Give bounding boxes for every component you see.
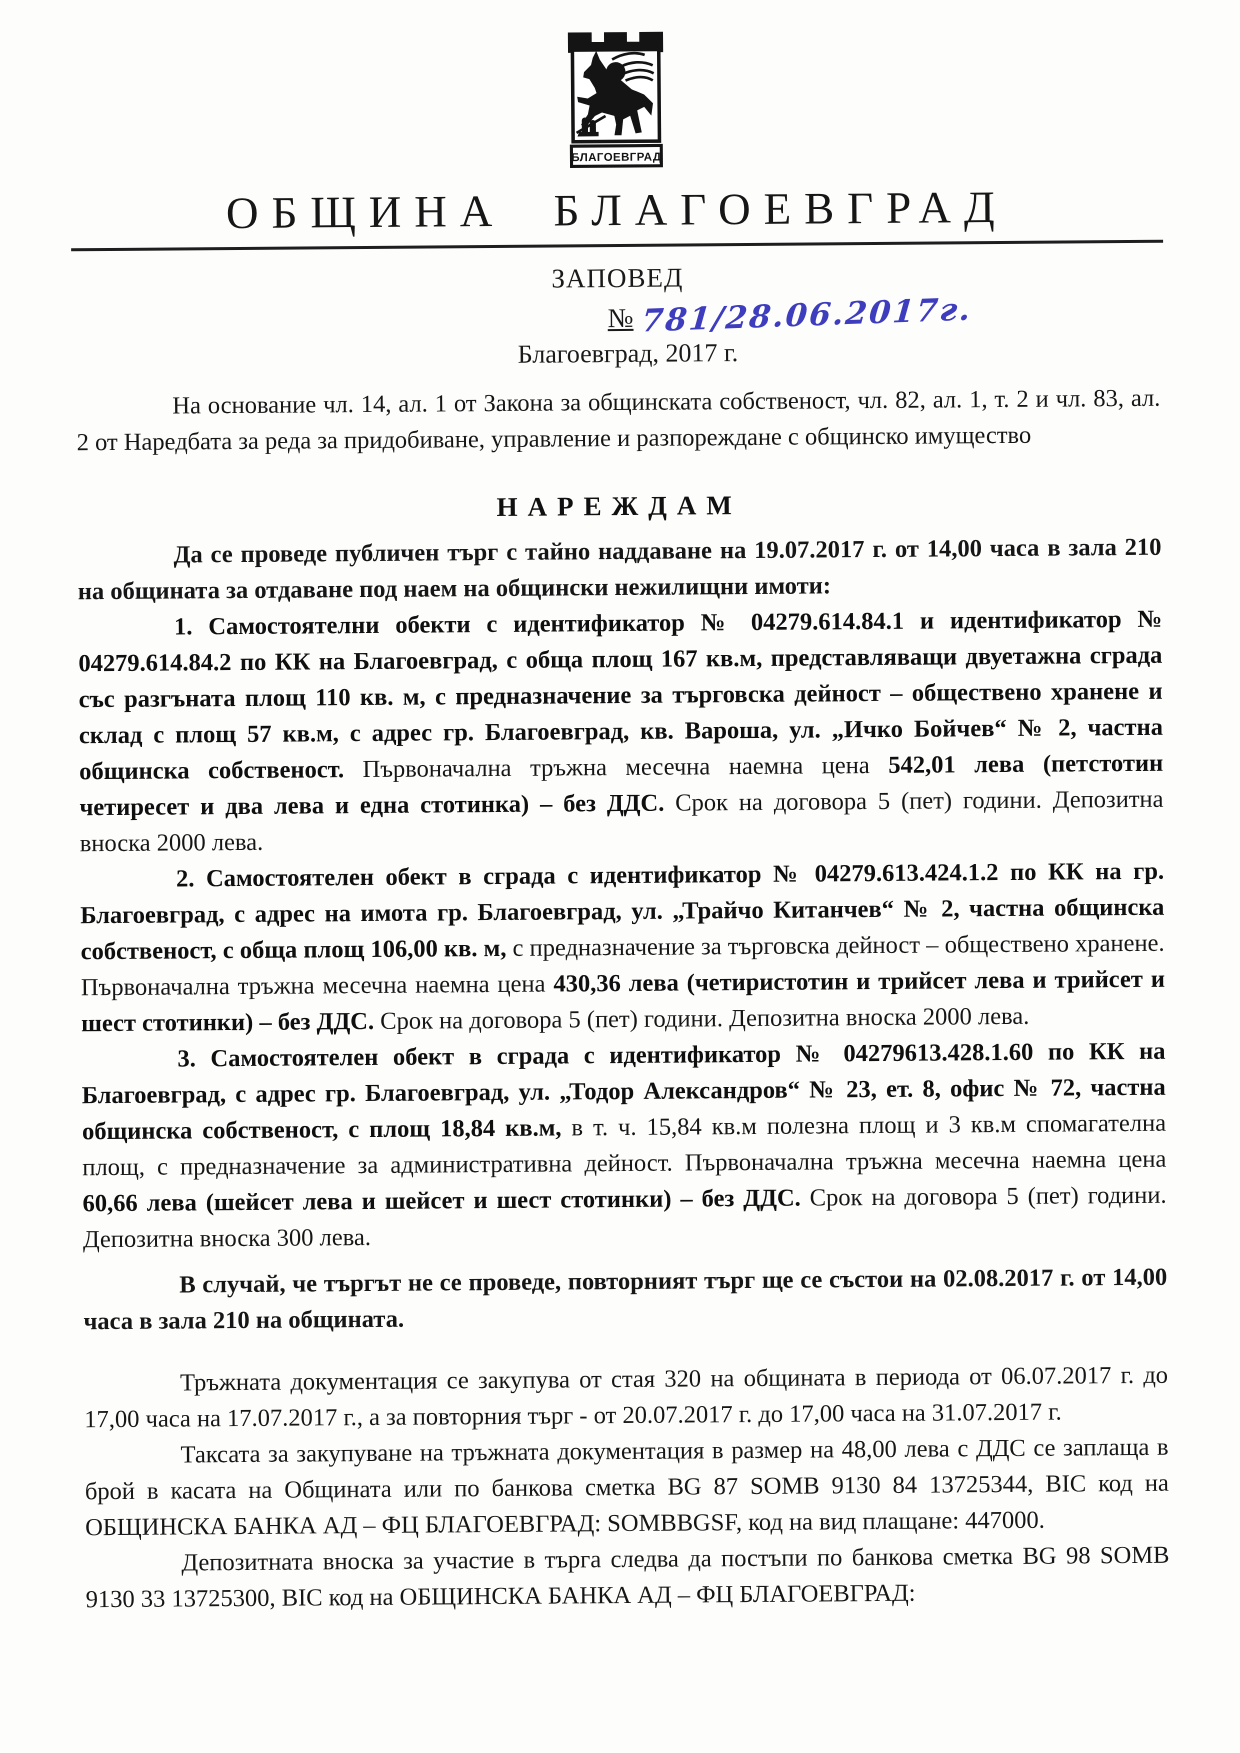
municipality-title: ОБЩИНА БЛАГОЕВГРАД xyxy=(225,181,1008,239)
repeat-auction-paragraph: В случай, че търгът не се проведе, повторният търг ще се състои на 02.08.2017 г. от 14,00 часа в зала 210 на общината. xyxy=(83,1263,1168,1336)
deposit-paragraph: Депозитната вноска за участие в търга следва да постъпи по банкова сметка BG 98 SOMB 9130 33 13725300, BIC код на ОБЩИНСКА БАНКА АД – ФЦ БЛАГОЕВГРАД: xyxy=(85,1541,1170,1614)
auction-item-2: 2. Самостоятелен обект в сграда с идентификатор № 04279.613.424.1.2 по КК на гр. Благоевград, с адрес на имота гр. Благоевград, ул. „Трайчо Китанчев“ № 2, частна общинска собственост, с обща площ 106,00 кв. м, с предназначение за търговска дейност – обществено хранене. Първоначална тръжна месечна наемна цена 430,36 лева (четиристотин и трийсет лева и трийсет и шест стотинки) – без ДДС. Срок на договора 5 (пет) години. Депозитна вноска 2000 лева. xyxy=(80,857,1165,1038)
blagoevgrad-coat-of-arms-icon xyxy=(553,26,678,175)
legal-basis-paragraph: На основание чл. 14, ал. 1 от Закона за общинската собственост, чл. 82, ал. 1, т. 2 и чл. 83, ал. 2 от Наредбата за реда за придобиване, управление и разпореждане с общинско имущество xyxy=(76,384,1161,457)
auction-item-1: 1. Самостоятелни обекти с идентификатор № 04279.614.84.1 и идентификатор № 04279.614.84.2 по КК на Благоевград, с обща площ 167 кв.м, представляващи двуетажна сграда със разгъната площ 110 кв. м, с предназначение за търговска дейност – обществено хранене и склад с площ 57 кв.м, с адрес гр. Благоевград, кв. Вароша, ул. „Ичко Бойчев“ № 2, частна общинска собственост. Първоначална тръжна месечна наемна цена 542,01 лева (петстотин четиресет и два лева и една стотинка) – без ДДС. Срок на договора 5 (пет) години. Депозитна вноска 2000 лева. xyxy=(78,605,1164,858)
documentation-paragraph: Тръжната документация се закупува от стая 320 на общината в периода от 06.07.2017 г. до 17,00 часа на 17.07.2017 г., а за повторния търг - от 20.07.2017 г. до 17,00 часа на 31.07.2017 г. xyxy=(84,1361,1169,1434)
auction-announcement-paragraph: Да се проведе публичен търг с тайно наддаване на 19.07.2017 г. от 14,00 часа в зала 210 на общината за отдаване под наем на общински нежилищни имоти: xyxy=(77,533,1162,606)
auction-item-3: 3. Самостоятелен обект в сграда с идентификатор № 04279613.428.1.60 по КК на Благоевград, с адрес гр. Благоевград, ул. „Тодор Александров“ № 23, ет. 8, офис № 72, частна общинска собственост, с площ 18,84 кв.м, в т. ч. 15,84 кв.м полезна площ и 3 кв.м спомагателна площ, с предназначение за административна дейност. Първоначална тръжна месечна наемна цена 60,66 лева (шейсет лева и шейсет и шест стотинки) – без ДДС. Срок на договора 5 (пет) години. Депозитна вноска 300 лева. xyxy=(81,1037,1167,1254)
fee-paragraph: Таксата за закупуване на тръжната документация в размер на 48,00 лева с ДДС се заплаща в брой в касата на Общината или по банкова сметка BG 87 SOMB 9130 84 13725344, BIC код на ОБЩИНСКА БАНКА АД – ФЦ БЛАГОЕВГРАД: SOMBBGSF, код на вид плащане: 447000. xyxy=(84,1433,1169,1542)
coat-of-arms xyxy=(73,22,1158,181)
coat-of-arms-label: БЛАГОЕВГРАД xyxy=(571,151,662,165)
order-heading: ЗАПОВЕД xyxy=(551,262,684,294)
command-heading: НАРЕЖДАМ xyxy=(496,490,742,522)
title-divider xyxy=(71,240,1163,252)
order-number-prefix: № xyxy=(607,302,634,334)
order-number-handwritten: 781/28.06.2017г. xyxy=(639,291,974,340)
order-place-date: Благоевград, 2017 г. xyxy=(517,338,739,369)
